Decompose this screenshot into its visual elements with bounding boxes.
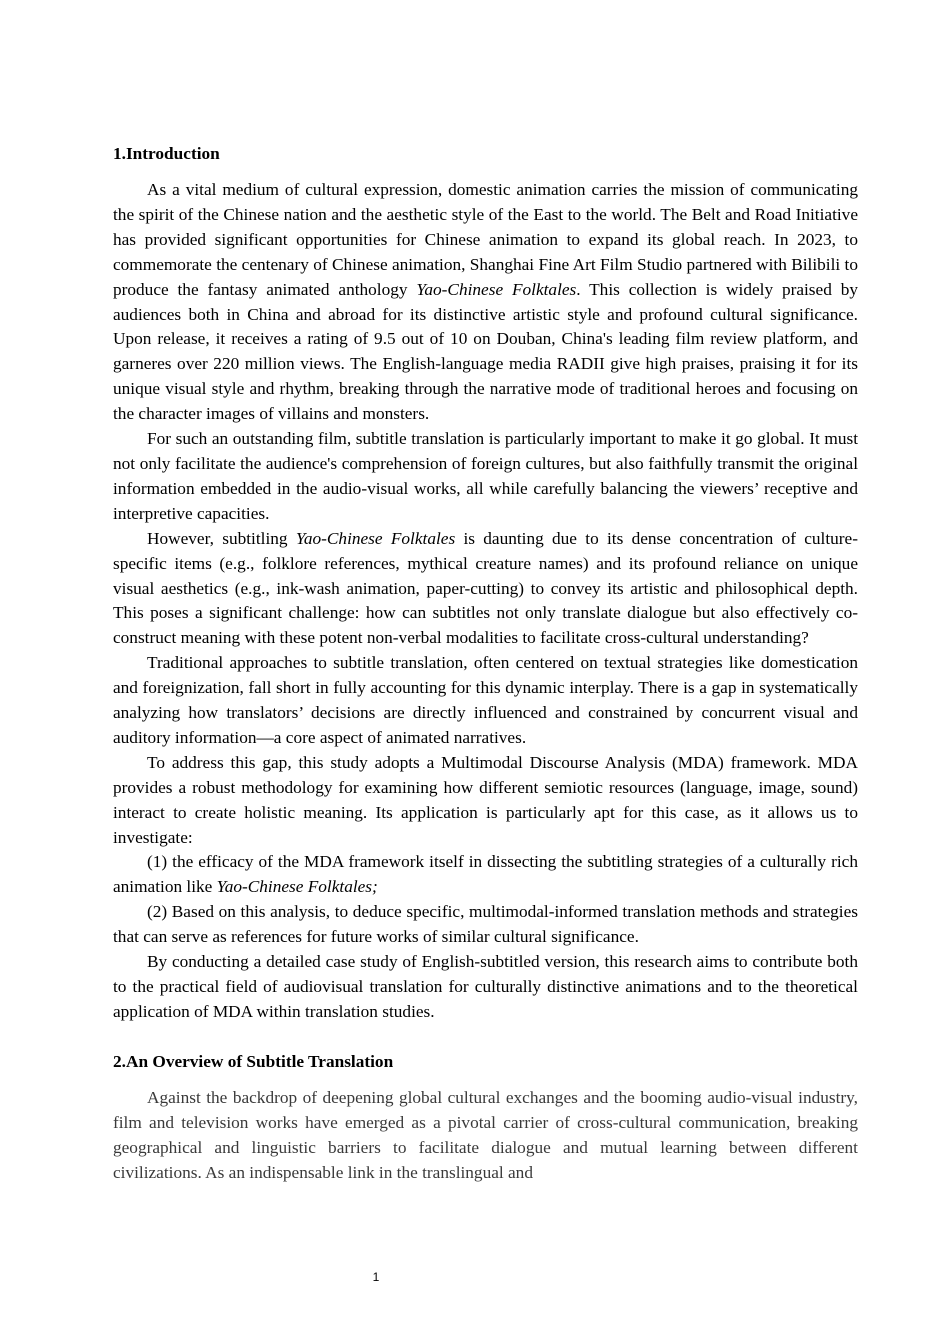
section-heading-overview: 2.An Overview of Subtitle Translation — [113, 1051, 394, 1071]
paragraph-text: . This collection is widely praised by audiences both in China and abroad for its distinctive artistic style and profound cultural significance. Upon release, it receives a rating of 9.5 out of 10 on Douban, China's leading film review platform, and garneres over 220 million views. The English-language media RADII give high praises, praising it for its unique visual style and rhythm, breaking through the narrative mode of traditional heroes and focusing on the character images of villains and monsters. — [113, 279, 858, 424]
page-number: 1 — [372, 1270, 380, 1284]
paragraph-intro-2: For such an outstanding film, subtitle translation is particularly important to make it go global. It must not only facilitate the audience's comprehension of foreign cultures, but also faithfully transmit the original information embedded in the audio-visual works, all while carefully balancing the viewers’ receptive and interpretive capacities. — [113, 429, 858, 523]
section-heading-introduction: 1.Introduction — [113, 144, 220, 163]
film-title-italic: Yao-Chinese Folktales — [295, 528, 456, 548]
paragraph-intro-6 — [113, 850, 858, 900]
paragraph-text: However, subtitling — [147, 528, 296, 548]
paragraph-intro-8: By conducting a detailed case study of English-subtitled version, this research aims to contribute both to the practical field of audiovisual translation for culturally distinctive animations and to the theoretical application of MDA within translation studies. — [113, 952, 858, 1021]
film-title-italic: Yao-Chinese Folktales — [416, 279, 577, 299]
document-page — [113, 143, 858, 1185]
paragraph-intro-7: (2) Based on this analysis, to deduce specific, multimodal-informed translation methods and strategies that can serve as references for future works of similar cultural significance. — [113, 902, 858, 947]
paragraph-text: is daunting due to its dense concentration of culture-specific items (e.g., folklore references, mythical creature names) and its profound reliance on unique visual aesthetics (e.g., ink-wash animation, paper-cutting) to convey its artistic and philosophical depth. This poses a significant challenge: how can subtitles not only translate dialogue but also effectively co-construct meaning with these potent non-verbal modalities to facilitate cross-cultural understanding? — [113, 528, 858, 648]
paragraph-intro-3 — [113, 527, 858, 652]
paragraph-intro-5: To address this gap, this study adopts a Multimodal Discourse Analysis (MDA) framework. MDA provides a robust methodology for examining how different semiotic resources (language, image, sound) interact to create holistic meaning. Its application is particularly apt for this case, as it allows us to investigate: — [113, 752, 858, 847]
paragraph-intro-4: Traditional approaches to subtitle translation, often centered on textual strategies like domestication and foreignization, fall short in fully accounting for this dynamic interplay. There is a gap in systematically analyzing how translators’ decisions are directly influenced and constrained by concurrent visual and auditory information—a core aspect of animated narratives. — [113, 653, 858, 747]
paragraph-text: As a vital medium of cultural expression, domestic animation carries the mission of communicating the spirit of the Chinese nation and the aesthetic style of the East to the world. The Belt and Road Initiative has provided significant opportunities for Chinese animation to expand its global reach. In 2023, to commemorate the centenary of Chinese animation, Shanghai Fine Art Film Studio partnered with Bilibili to produce the fantasy animated anthology — [113, 180, 858, 299]
paragraph-text: (1) the efficacy of the MDA framework itself in dissecting the subtitling strategies of a culturally rich animation like — [113, 852, 858, 897]
paragraph-overview-1: Against the backdrop of deepening global cultural exchanges and the booming audio-visual industry, film and television works have emerged as a pivotal carrier of cross-cultural communication, breaking geographical and linguistic barriers to facilitate dialogue and mutual learning between different civilizations. As an indispensable link in the translingual and — [113, 1087, 858, 1182]
film-title-italic: Yao-Chinese Folktales; — [216, 877, 378, 897]
paragraph-intro-1 — [113, 178, 858, 427]
